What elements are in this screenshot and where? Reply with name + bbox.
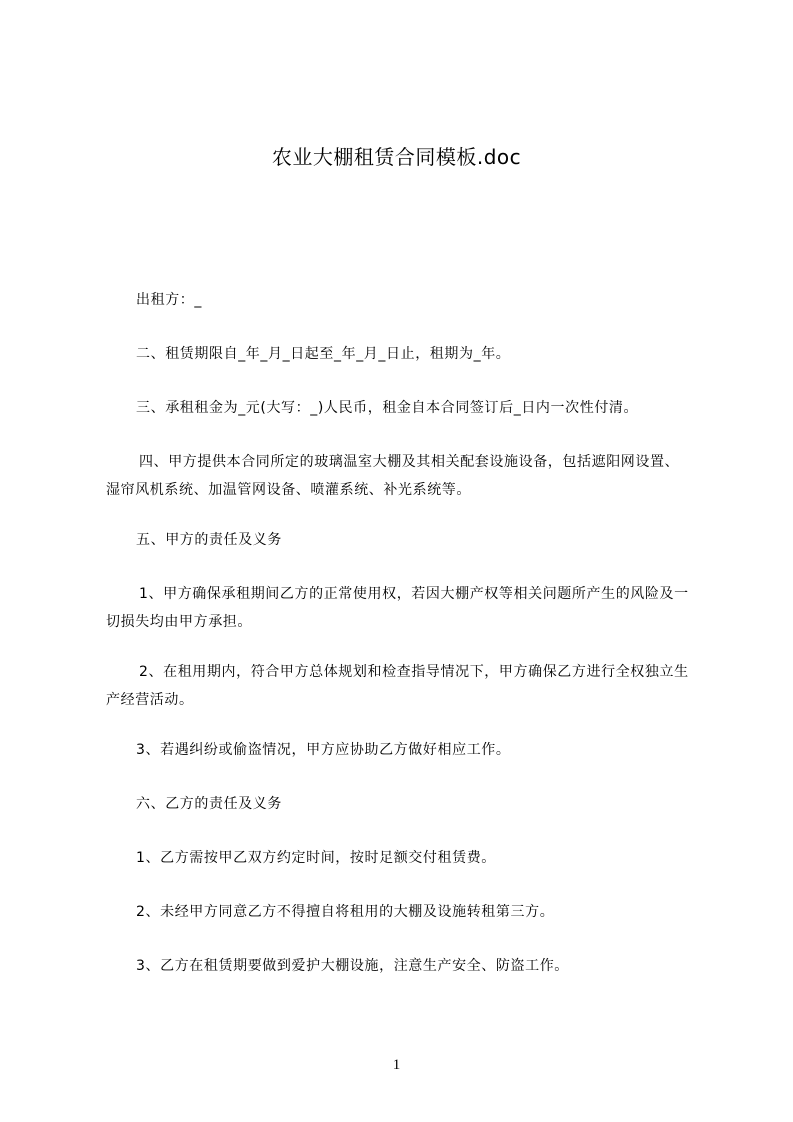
paragraph-party-b-duty-3: 3、乙方在租赁期要做到爱护大棚设施，注意生产安全、防盗工作。 [136,958,569,974]
paragraph-facilities: 四、甲方提供本合同所定的玻璃温室大棚及其相关配套设施设备，包括遮阳网设置、湿帘风机系统、加温管网设备、喷灌系统、补光系统等。 [106,454,680,498]
paragraph-rent: 三、承租租金为_元(大写：_)人民币，租金自本合同签订后_日内一次性付清。 [136,400,639,416]
document-title: 农业大棚租赁合同模板.doc [271,145,522,169]
paragraph-party-b-duty-1: 1、乙方需按甲乙双方约定时间，按时足额交付租赁费。 [136,850,496,866]
page-number: 1 [392,1057,401,1073]
paragraph-party-a-duty-1: 1、甲方确保承租期间乙方的正常使用权，若因大棚产权等相关问题所产生的风险及一切损失均由甲方承担。 [106,586,689,630]
paragraph-party-a-duty-3: 3、若遇纠纷或偷盗情况，甲方应协助乙方做好相应工作。 [136,742,511,758]
paragraph-section-five-heading: 五、甲方的责任及义务 [136,532,282,548]
paragraph-lessor: 出租方：_ [136,292,202,308]
paragraph-party-a-duty-2: 2、在租用期内，符合甲方总体规划和检查指导情况下，甲方确保乙方进行全权独立生产经营活动。 [106,664,689,708]
paragraph-party-b-duty-2: 2、未经甲方同意乙方不得擅自将租用的大棚及设施转租第三方。 [136,904,555,920]
paragraph-section-six-heading: 六、乙方的责任及义务 [136,796,282,812]
paragraph-lease-term: 二、租赁期限自_年_月_日起至_年_月_日止，租期为_年。 [136,346,511,362]
